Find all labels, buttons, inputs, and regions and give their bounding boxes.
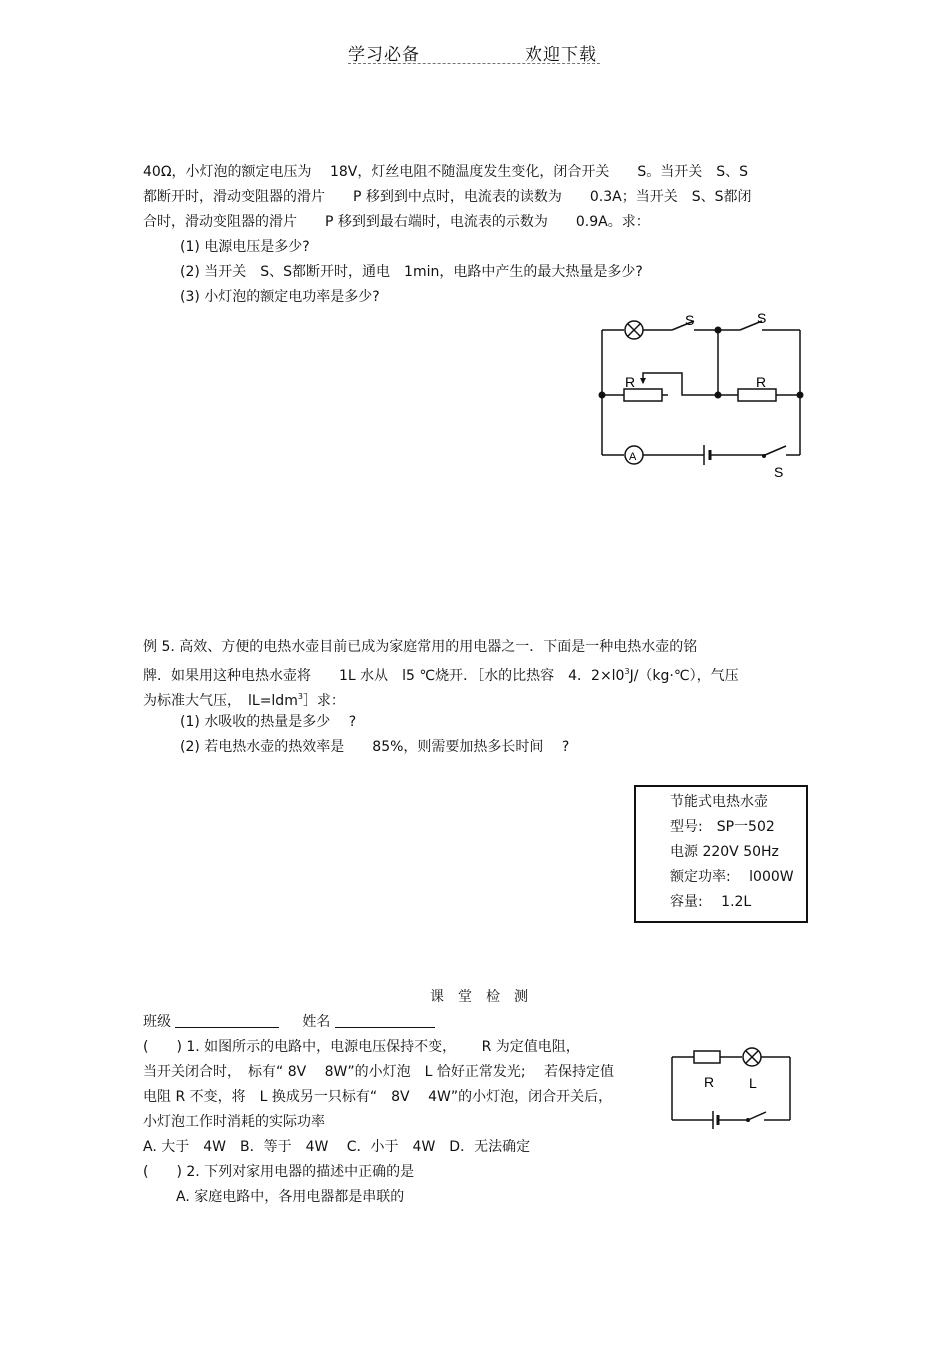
- quiz-q1-line2: 当开关闭合时， 标有“ 8V 8W”的小灯泡 L 恰好正常发光; 若保持定值: [143, 1064, 615, 1080]
- quiz-q1-line4: 小灯泡工作时消耗的实际功率: [143, 1114, 325, 1130]
- example5-line2: 牌．如果用这种电热水壶将 1L 水从 l5 ℃烧开．［水的比热容 4．$2\times l0^3J/(kg\cdot℃)$，气压: [143, 667, 739, 684]
- circuit1-label-s-right: S: [757, 310, 767, 326]
- circuit1-label-ammeter: A: [629, 451, 637, 463]
- circuit2-label-l: L: [749, 1075, 757, 1091]
- circuit-diagram-1: [590, 305, 820, 485]
- circuit1-label-r-left: R: [625, 374, 636, 390]
- header-right: 欢迎下载: [525, 45, 597, 65]
- circuit1-label-s-left: S: [685, 312, 695, 328]
- quiz-q2-line1: ( ) 2. 下列对家用电器的描述中正确的是: [143, 1164, 415, 1180]
- resistor-icon: [694, 1051, 720, 1063]
- example5-q1: (1) 水吸收的热量是多少 ?: [180, 714, 357, 730]
- example5-line1: 例 5. 高效、方便的电热水壶目前已成为家庭常用的用电器之一．下面是一种电热水壶的铭: [143, 639, 698, 655]
- header-divider: [348, 63, 600, 64]
- quiz-title: 课 堂 检 测: [430, 989, 528, 1005]
- kettle-nameplate: [634, 785, 808, 923]
- circuit-diagram-2: [660, 1040, 800, 1130]
- problem4-line1: 40Ω，小灯泡的额定电压为 18V，灯丝电阻不随温度发生变化，闭合开关 S。当开关 S、S: [143, 164, 749, 180]
- nameplate-power-supply: 电源 220V 50Hz: [670, 844, 779, 860]
- example5-q2: (2) 若电热水壶的热效率是 85%，则需要加热多长时间 ?: [180, 739, 570, 755]
- nameplate-model: 型号: SP一502: [670, 819, 775, 835]
- problem4-q1: (1) 电源电压是多少?: [180, 239, 310, 255]
- class-name-row: [143, 1012, 435, 1032]
- quiz-q1-line1: ( ) 1. 如图所示的电路中，电源电压保持不变， R 为定值电阻，: [143, 1039, 580, 1055]
- circuit1-label-r-right: R: [756, 374, 767, 390]
- nameplate-capacity: 容量: 1.2L: [670, 894, 752, 910]
- class-blank[interactable]: [175, 1013, 279, 1028]
- nameplate-rated-power: 额定功率: l000W: [670, 869, 794, 885]
- class-label: 班级: [143, 1014, 171, 1030]
- circuit2-label-r: R: [704, 1074, 715, 1090]
- circuit1-label-s-bottom: S: [774, 464, 784, 480]
- quiz-q1-line3: 电阻 R 不变，将 L 换成另一只标有“ 8V 4W”的小灯泡，闭合开关后，: [143, 1089, 613, 1105]
- name-label: 姓名: [302, 1014, 331, 1030]
- resistor-icon: [738, 389, 776, 401]
- problem4-line3: 合时，滑动变阻器的滑片 P 移到到最右端时，电流表的示数为 0.9A。求：: [143, 214, 650, 230]
- nameplate-title: 节能式电热水壶: [670, 794, 768, 810]
- example5-line3: 为标准大气压， lL=ldm$^3$］求：: [143, 692, 345, 709]
- quiz-q1-options: A. 大于 4W B．等于 4W C．小于 4W D．无法确定: [143, 1139, 531, 1155]
- problem4-line2: 都断开时，滑动变阻器的滑片 P 移到到中点时，电流表的读数为 0.3A；当开关 S、S都闭: [143, 189, 752, 205]
- rheostat-icon: [624, 389, 662, 401]
- name-blank[interactable]: [335, 1013, 435, 1028]
- problem4-q3: (3) 小灯泡的额定电功率是多少?: [180, 289, 380, 305]
- switch-icon: [748, 1112, 766, 1120]
- problem4-q2: (2) 当开关 S、S都断开时，通电 1min，电路中产生的最大热量是多少?: [180, 264, 643, 280]
- header-left: 学习必备: [348, 45, 420, 65]
- quiz-q2-option-a: A. 家庭电路中，各用电器都是串联的: [176, 1189, 405, 1205]
